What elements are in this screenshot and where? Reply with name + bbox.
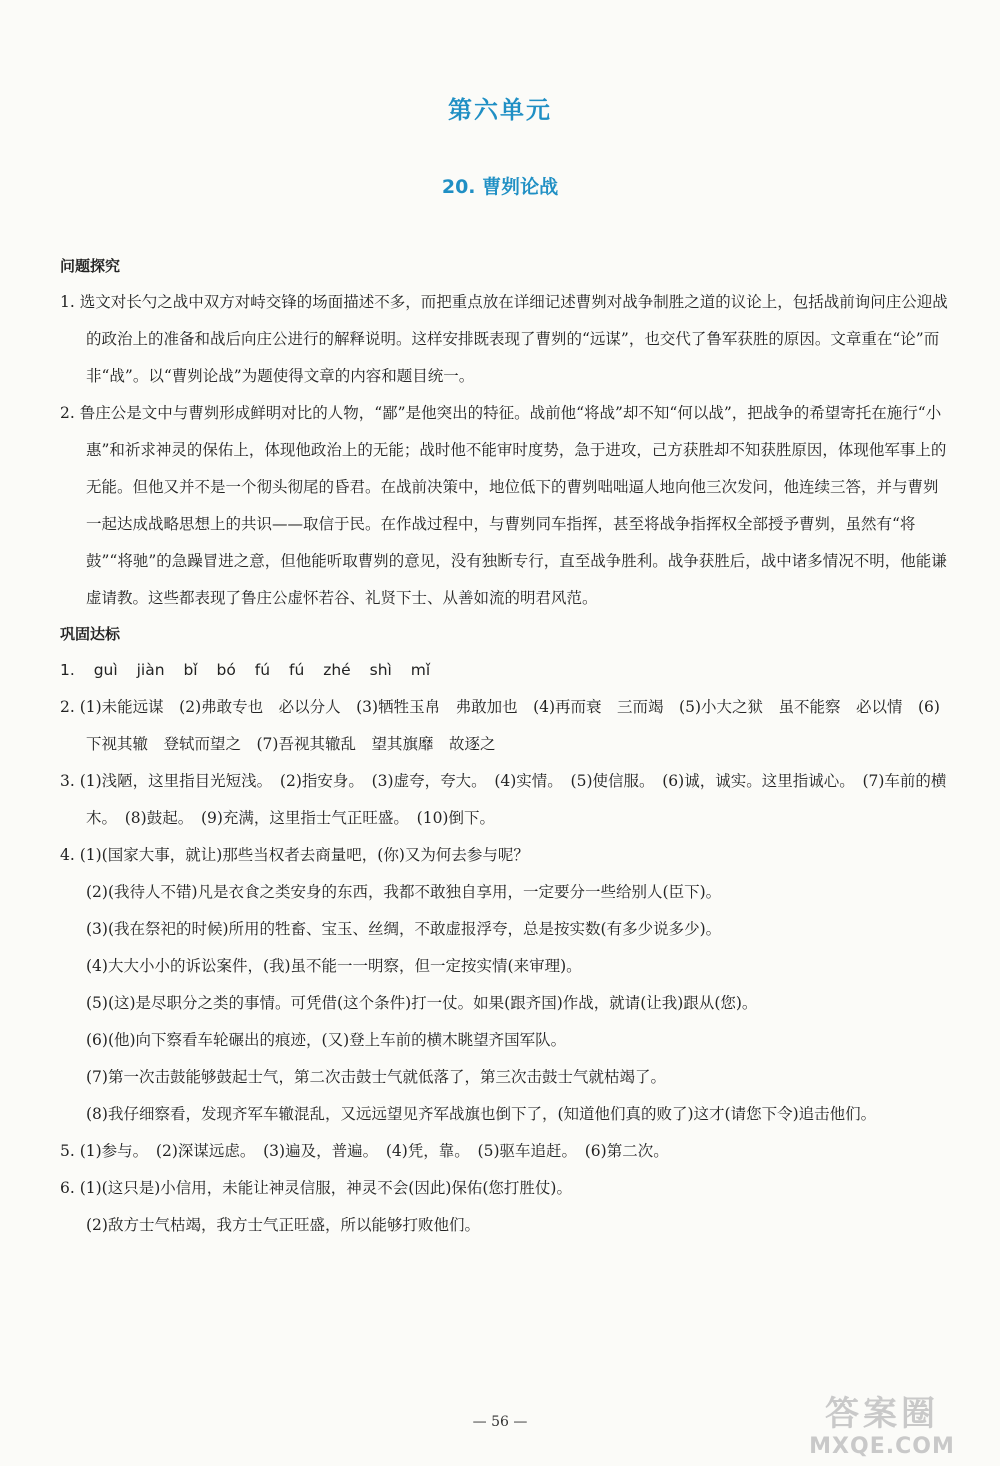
practice-answer-4-line: 4. (1)(国家大事，就让)那些当权者去商量吧，(你)又为何去参与呢？ <box>60 846 529 864</box>
practice-answer-2: 2. (1)未能远谋 (2)弗敢专也 必以分人 (3)牺牲玉帛 弗敢加也 (4)再而衰 三而竭 (5)小大之狱 虽不能察 必以情 (6)下视其辙 登轼而望之 (7)吾视其辙乱 望其旗靡 故逐之 <box>60 698 940 753</box>
practice-answer-4-line: (8)我仔细察看，发现齐军车辙混乱，又远远望见齐军战旗也倒下了，(知道他们真的败了)这才(请您下令)追击他们。 <box>86 1105 877 1123</box>
practice-answer-6-line: (2)敌方士气枯竭，我方士气正旺盛，所以能够打败他们。 <box>86 1216 480 1234</box>
section-heading-inquiry: 问题探究 <box>60 257 121 275</box>
inquiry-answer-2: 2. 鲁庄公是文中与曹刿形成鲜明对比的人物，“鄙”是他突出的特征。战前他“将战”却不知“何以战”，把战争的希望寄托在施行“小惠”和祈求神灵的保佑上，体现他政治上的无能；战时他不能审时度势，急于进攻，己方获胜却不知获胜原因，体现他军事上的无能。但他又并不是一个彻头彻尾的昏君。在战前决策中，地位低下的曹刿咄咄逼人地向他三次发问，他连续三答，并与曹刿一起达成战略思想上的共识——取信于民。在作战过程中，与曹刿同车指挥，甚至将战争指挥权全部授予曹刿，虽然有“将鼓”“将驰”的急躁冒进之意，但他能听取曹刿的意见，没有独断专行，直至战争胜利。战争获胜后，战中诸多情况不明，他能谦虚请教。这些都表现了鲁庄公虚怀若谷、礼贤下士、从善如流的明君风范。 <box>60 404 947 607</box>
practice-answer-4-line: (5)(这)是尽职分之类的事情。可凭借(这个条件)打一仗。如果(跟齐国)作战，就请(让我)跟从(您)。 <box>86 994 758 1012</box>
lesson-title: 20. 曹刿论战 <box>441 176 559 198</box>
practice-answer-6-line: 6. (1)(这只是)小信用，未能让神灵信服，神灵不会(因此)保佑(您打胜仗)。 <box>60 1179 572 1197</box>
practice-answer-4-line: (6)(他)向下察看车轮碾出的痕迹，(又)登上车前的横木眺望齐国军队。 <box>86 1031 567 1049</box>
practice-answer-1: 1. guì jiàn bǐ bó fú fú zhé shì mǐ <box>60 661 431 679</box>
unit-title: 第六单元 <box>448 96 552 124</box>
page-number: — 56 — <box>472 1414 528 1430</box>
practice-answer-6 <box>60 1170 950 1244</box>
watermark-logo-text: 答案圈 <box>825 1394 939 1434</box>
inquiry-answer-1: 1. 选文对长勺之战中双方对峙交锋的场面描述不多，而把重点放在详细记述曹刿对战争制胜之道的议论上，包括战前询问庄公迎战的政治上的准备和战后向庄公进行的解释说明。这样安排既表现了曹刿的“远谋”，也交代了鲁军获胜的原因。文章重在“论”而非“战”。以“曹刿论战”为题使得文章的内容和题目统一。 <box>60 293 948 385</box>
section-heading-practice: 巩固达标 <box>60 625 121 643</box>
practice-answer-4-line: (4)大大小小的诉讼案件，(我)虽不能一一明察，但一定按实情(来审理)。 <box>86 957 582 975</box>
practice-answer-5: 5. (1)参与。 (2)深谋远虑。 (3)遍及，普遍。 (4)凭，靠。 (5)驱车追赶。 (6)第二次。 <box>60 1142 669 1160</box>
practice-answer-4 <box>60 837 950 1133</box>
site-watermark <box>782 1394 982 1460</box>
watermark-url: MXQE.COM <box>809 1434 955 1459</box>
practice-answer-4-line: (2)(我待人不错)凡是衣食之类安身的东西，我都不敢独自享用，一定要分一些给别人(臣下)。 <box>86 883 722 901</box>
answer-content <box>60 255 950 1244</box>
practice-answer-4-line: (3)(我在祭祀的时候)所用的牲畜、宝玉、丝绸，不敢虚报浮夸，总是按实数(有多少说多少)。 <box>86 920 722 938</box>
practice-answer-3: 3. (1)浅陋，这里指目光短浅。 (2)指安身。 (3)虚夸，夸大。 (4)实情。 (5)使信服。 (6)诚，诚实。这里指诚心。 (7)车前的横木。 (8)鼓起。 (9)充满，这里指士气正旺盛。 (10)倒下。 <box>60 772 947 827</box>
practice-answer-4-line: (7)第一次击鼓能够鼓起士气，第二次击鼓士气就低落了，第三次击鼓士气就枯竭了。 <box>86 1068 666 1086</box>
